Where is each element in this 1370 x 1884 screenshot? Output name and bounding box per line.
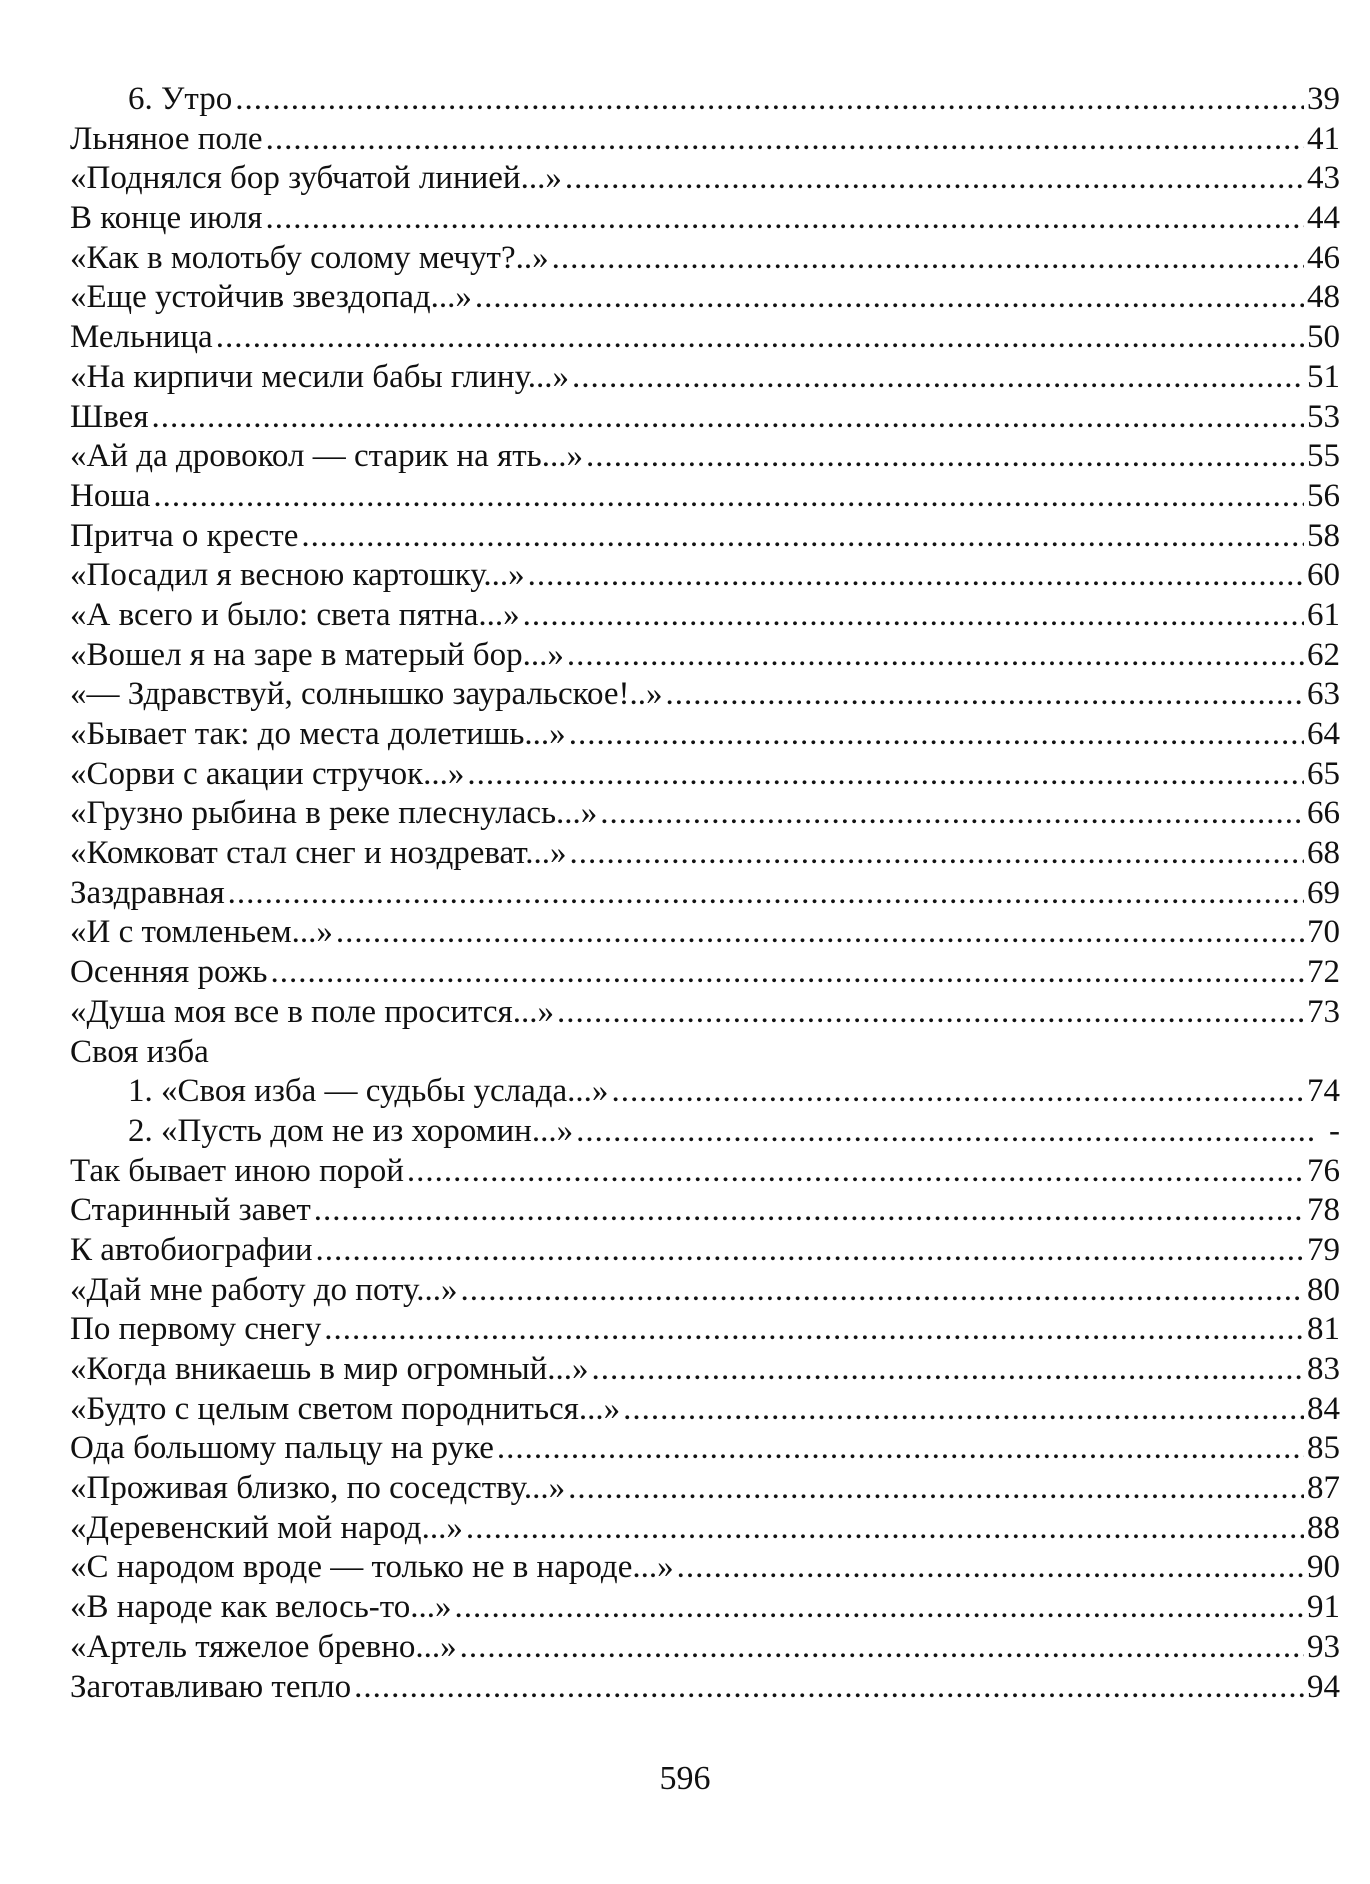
toc-entry-title: Ода большому пальцу на руке: [70, 1430, 494, 1467]
toc-entry-page: 41: [1307, 120, 1340, 157]
dot-leader: [460, 1271, 1304, 1311]
toc-entry-page: 90: [1307, 1549, 1340, 1586]
toc-entry: [70, 834, 1340, 874]
toc-entry-page: 63: [1307, 676, 1340, 713]
toc-entry: [70, 199, 1340, 239]
dot-leader: [324, 1310, 1304, 1350]
toc-entry: [70, 874, 1340, 914]
toc-entry-page: 58: [1307, 517, 1340, 554]
toc-entry: [70, 80, 1340, 120]
dot-leader: [552, 239, 1304, 279]
toc-entry-title: «Грузно рыбина в реке плеснулась...»: [70, 795, 598, 832]
toc-entry: [70, 1429, 1340, 1469]
dot-leader: [228, 874, 1304, 914]
toc-entry-title: 1. «Своя изба — судьбы услада...»: [128, 1073, 609, 1110]
toc-entry-page: 61: [1307, 596, 1340, 633]
dot-leader: [314, 1191, 1304, 1231]
toc-entry: [70, 715, 1340, 755]
toc-entry-title: «Дай мне работу до поту...»: [70, 1271, 458, 1308]
toc-entry-title: В конце июля: [70, 200, 263, 237]
toc-entry-page: 51: [1307, 358, 1340, 395]
dot-leader: [666, 675, 1304, 715]
toc-entry: [70, 556, 1340, 596]
toc-entry-title: «Проживая близко, по соседству...»: [70, 1470, 566, 1507]
toc-entry-page: 73: [1307, 993, 1340, 1030]
toc-entry: [70, 1548, 1340, 1588]
toc-entry-title: 6. Утро: [128, 81, 233, 117]
toc-entry: [70, 1668, 1340, 1708]
toc-entry: [70, 913, 1340, 953]
table-of-contents: [70, 80, 1340, 1707]
toc-entry-title: «Деревенский мой народ...»: [70, 1509, 463, 1546]
toc-entry: [70, 1390, 1340, 1430]
toc-entry-title: «Бывает так: до места долетишь...»: [70, 716, 566, 752]
toc-entry-title: «Душа моя все в поле просится...»: [70, 993, 554, 1030]
toc-entry: [70, 953, 1340, 993]
toc-entry: [70, 1231, 1340, 1271]
toc-entry-title: «— Здравствуй, солнышко зауральское!..»: [70, 676, 663, 713]
toc-entry: [70, 318, 1340, 358]
toc-entry-title: Мельница: [70, 319, 213, 356]
toc-entry-title: «Посадил я весною картошку...»: [70, 557, 525, 594]
toc-entry-title: «А всего и было: света пятна...»: [70, 596, 520, 633]
toc-entry-page: 88: [1307, 1509, 1340, 1546]
toc-entry: [70, 1112, 1340, 1152]
toc-entry-page: 53: [1307, 398, 1340, 435]
toc-entry-page: 66: [1307, 795, 1340, 832]
toc-entry-title: «Как в молотьбу солому мечут?..»: [70, 239, 549, 276]
toc-entry-title: Ноша: [70, 477, 151, 514]
dot-leader: [576, 1112, 1317, 1152]
toc-entry: [70, 794, 1340, 834]
toc-entry: [70, 596, 1340, 636]
dot-leader: [265, 199, 1304, 239]
dot-leader: [623, 1390, 1304, 1430]
toc-entry-title: 2. «Пусть дом не из хоромин...»: [128, 1112, 574, 1149]
dot-leader: [467, 755, 1304, 795]
toc-entry: [70, 437, 1340, 477]
toc-entry-page: 68: [1307, 835, 1340, 872]
dot-leader: [354, 1668, 1304, 1708]
dot-leader: [523, 596, 1304, 636]
dot-leader: [216, 318, 1304, 358]
dot-leader: [455, 1588, 1304, 1628]
toc-entry: [70, 358, 1340, 398]
toc-entry: [70, 1072, 1340, 1112]
toc-entry-title: Осенняя рожь: [70, 954, 268, 991]
toc-entry: [70, 1469, 1340, 1509]
toc-entry-title: «И с томленьем...»: [70, 914, 333, 951]
dot-leader: [528, 556, 1304, 596]
toc-entry: [70, 675, 1340, 715]
toc-entry-title: Притча о кресте: [70, 517, 299, 554]
toc-entry: [70, 477, 1340, 517]
dot-leader: [152, 398, 1304, 438]
toc-entry-title: «Вошел я на заре в матерый бор...»: [70, 636, 564, 673]
toc-entry-page: 85: [1307, 1430, 1340, 1467]
toc-entry-page: 56: [1307, 477, 1340, 514]
toc-entry-page: 69: [1307, 874, 1340, 911]
toc-entry: [70, 1509, 1340, 1549]
toc-entry-page: 43: [1307, 160, 1340, 197]
toc-entry-page: 93: [1307, 1628, 1340, 1665]
toc-entry: [70, 636, 1340, 676]
toc-entry-title: «Сорви с акации стручок...»: [70, 755, 465, 792]
toc-entry-page: 70: [1307, 914, 1340, 951]
dot-leader: [407, 1152, 1304, 1192]
dot-leader: [570, 834, 1304, 874]
toc-entry-title: По первому снегу: [70, 1311, 322, 1348]
toc-entry: [70, 517, 1340, 557]
toc-entry-title: «На кирпичи месили бабы глину...»: [70, 358, 570, 395]
toc-entry: [70, 159, 1340, 199]
dot-leader: [569, 715, 1304, 755]
dot-leader: [460, 1628, 1304, 1668]
dot-leader: [316, 1231, 1305, 1271]
dot-leader: [568, 1469, 1304, 1509]
dot-leader: [336, 913, 1304, 953]
toc-entry: [70, 1310, 1340, 1350]
toc-entry-title: «Будто с целым светом породниться...»: [70, 1390, 621, 1427]
toc-entry-title: Старинный завет: [70, 1192, 311, 1229]
toc-entry-page: 39: [1307, 81, 1340, 117]
dot-leader: [586, 437, 1304, 477]
toc-entry-title: «С народом вроде — только не в народе...»: [70, 1549, 674, 1586]
toc-entry: [70, 1191, 1340, 1231]
toc-entry-page: 50: [1307, 319, 1340, 356]
toc-entry: [70, 278, 1340, 318]
toc-section-heading: [70, 1033, 1340, 1073]
toc-entry-title: «Еще устойчив звездопад...»: [70, 279, 472, 316]
dot-leader: [466, 1509, 1304, 1549]
toc-entry: [70, 1588, 1340, 1628]
toc-entry-title: Так бывает иною порой: [70, 1152, 404, 1189]
dot-leader: [153, 477, 1304, 517]
toc-entry-page: 76: [1307, 1152, 1340, 1189]
dot-leader: [600, 794, 1304, 834]
toc-entry-title: Заздравная: [70, 874, 225, 911]
toc-entry-title: «В народе как велось-то...»: [70, 1589, 452, 1626]
toc-entry-title: Швея: [70, 398, 149, 435]
dot-leader: [567, 636, 1304, 676]
dot-leader: [557, 993, 1304, 1033]
toc-entry-page: 94: [1307, 1668, 1340, 1705]
toc-entry-page: 46: [1307, 239, 1340, 276]
toc-entry-page: 83: [1307, 1351, 1340, 1387]
dot-leader: [497, 1429, 1304, 1469]
dot-leader: [677, 1548, 1304, 1588]
toc-entry-title: «Ай да дровокол — старик на ять...»: [70, 438, 583, 475]
dot-leader: [266, 120, 1304, 160]
dot-leader: [572, 358, 1304, 398]
toc-entry: [70, 1271, 1340, 1311]
toc-entry-title: «Поднялся бор зубчатой линией...»: [70, 160, 562, 197]
toc-entry: [70, 239, 1340, 279]
toc-entry-page: -: [1329, 1112, 1340, 1149]
dot-leader: [235, 80, 1304, 120]
page-number: 596: [659, 1760, 711, 1797]
dot-leader: [592, 1350, 1304, 1390]
dot-leader: [475, 278, 1304, 318]
toc-entry-title: «Комковат стал снег и ноздреват...»: [70, 835, 567, 872]
toc-entry-title: К автобиографии: [70, 1231, 313, 1268]
toc-entry: [70, 993, 1340, 1033]
toc-entry-page: 78: [1307, 1192, 1340, 1229]
toc-entry-page: 74: [1307, 1073, 1340, 1110]
toc-entry-page: 64: [1307, 716, 1340, 752]
toc-entry: [70, 1350, 1340, 1390]
toc-entry-page: 80: [1307, 1271, 1340, 1308]
toc-entry-title: Заготавливаю тепло: [70, 1668, 352, 1705]
toc-entry-title: Льняное поле: [70, 120, 263, 157]
toc-entry-page: 55: [1307, 438, 1340, 475]
toc-entry-page: 62: [1307, 636, 1340, 673]
toc-entry-title: «Когда вникаешь в мир огромный...»: [70, 1351, 589, 1387]
toc-entry-title: «Артель тяжелое бревно...»: [70, 1628, 457, 1665]
toc-entry: [70, 1152, 1340, 1192]
toc-entry-page: 87: [1307, 1470, 1340, 1507]
dot-leader: [270, 953, 1304, 993]
toc-entry-page: 72: [1307, 954, 1340, 991]
toc-entry-page: 81: [1307, 1311, 1340, 1348]
toc-entry: [70, 398, 1340, 438]
toc-entry: [70, 755, 1340, 795]
toc-entry-page: 60: [1307, 557, 1340, 594]
toc-entry-page: 44: [1307, 200, 1340, 237]
toc-entry-page: 91: [1307, 1589, 1340, 1626]
dot-leader: [565, 159, 1304, 199]
toc-entry: [70, 120, 1340, 160]
dot-leader: [301, 517, 1304, 557]
toc-entry-title: Своя изба: [70, 1033, 209, 1070]
toc-entry-page: 48: [1307, 279, 1340, 316]
dot-leader: [611, 1072, 1304, 1112]
toc-entry-page: 65: [1307, 755, 1340, 792]
toc-entry: [70, 1628, 1340, 1668]
toc-entry-page: 79: [1307, 1231, 1340, 1268]
toc-entry-page: 84: [1307, 1390, 1340, 1427]
